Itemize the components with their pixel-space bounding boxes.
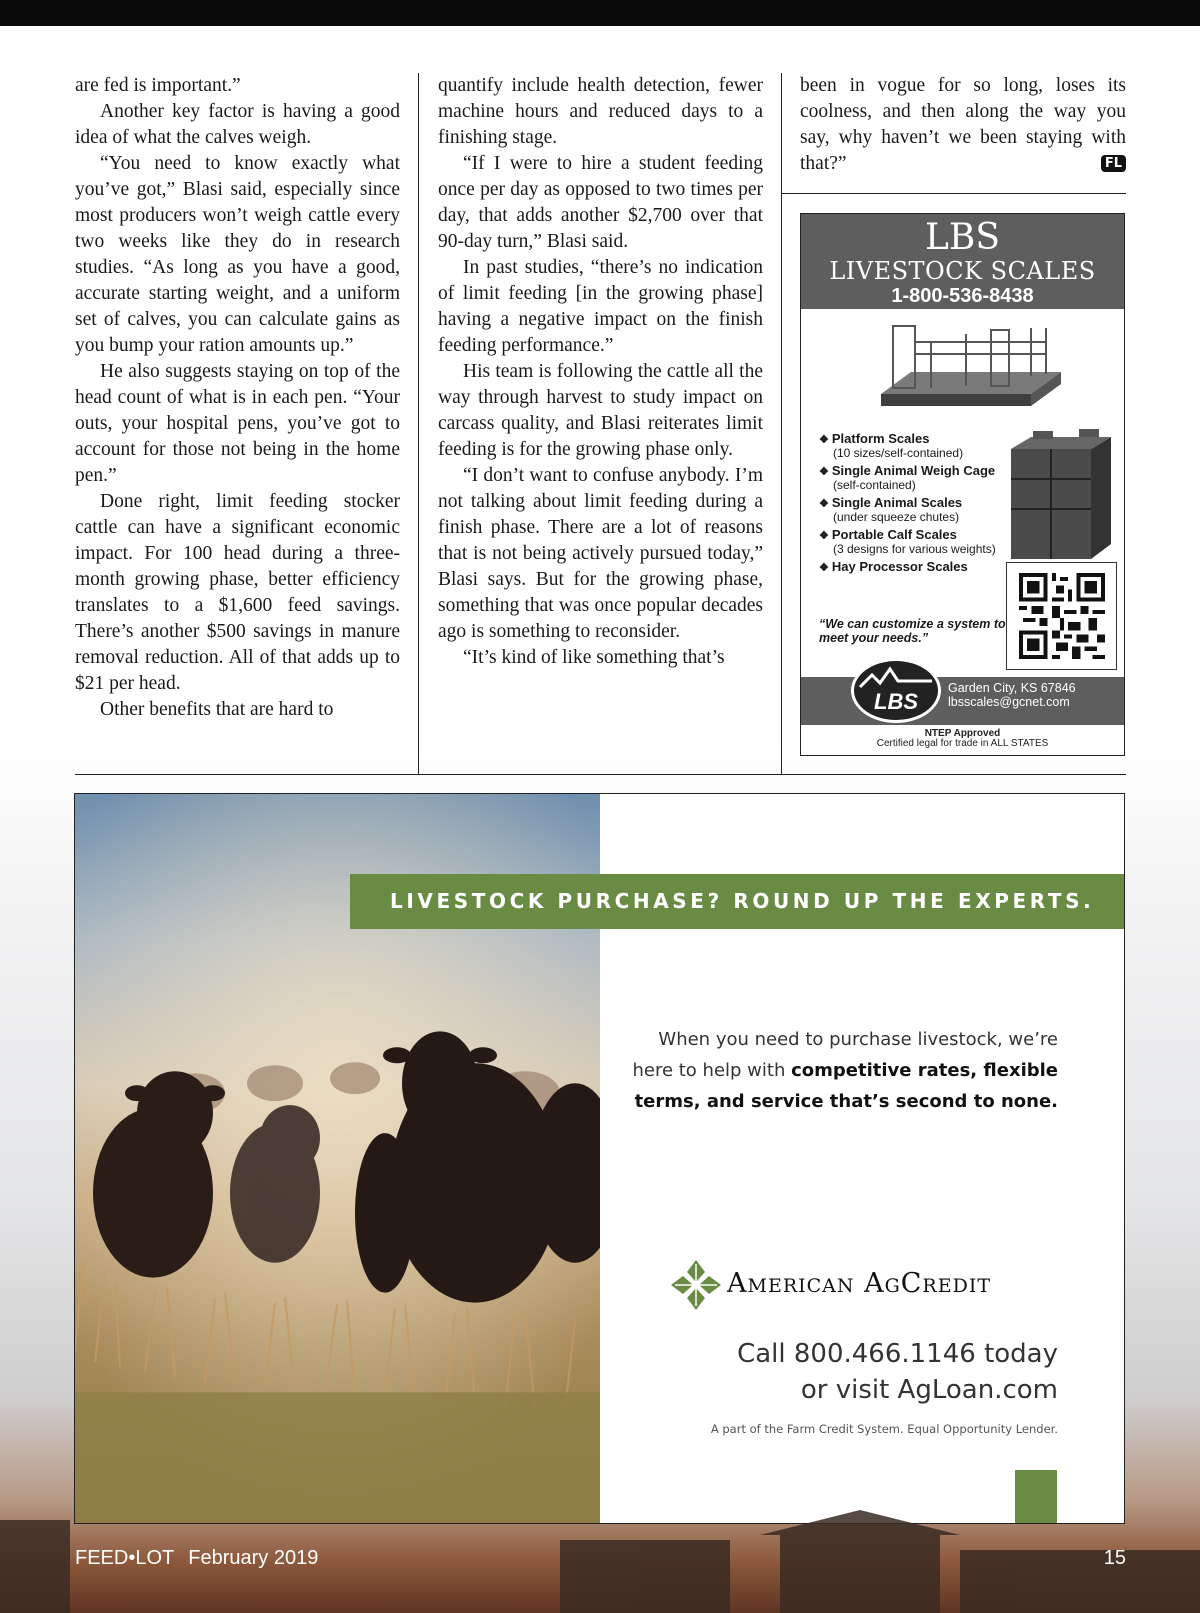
diamond-bullet-icon: ❖	[819, 562, 829, 574]
diamond-bullet-icon: ❖	[819, 466, 829, 478]
column-divider	[781, 73, 782, 775]
lbs-product-item: ❖ Platform Scales (10 sizes/self-contained)	[819, 431, 964, 460]
diamond-bullet-icon: ❖	[819, 530, 829, 542]
issue-date: February 2019	[188, 1547, 319, 1569]
lbs-ad-header	[801, 214, 1124, 309]
lbs-product-item: ❖ Hay Processor Scales	[819, 559, 968, 574]
page-footer-left	[75, 1547, 318, 1570]
lbs-certification: NTEP Approved Certified legal for trade in ALL STATES	[876, 728, 1049, 749]
page-number: 15	[1103, 1547, 1126, 1569]
end-of-story-badge: FL	[1101, 155, 1126, 172]
article-paragraph: “You need to know exactly what you’ve got,” Blasi said, especially since most producers won’t weigh cattle every two weeks like they do in research studies. “As long as you have a good, accurate starting weight, and a uniform set of calves, you can calculate gains as you bump your ration amounts up.”	[75, 153, 400, 356]
article-paragraph: Other benefits that are hard to	[100, 699, 334, 720]
section-rule	[75, 774, 1126, 775]
american-agcredit-ad	[74, 793, 1125, 1524]
lbs-product-item: ❖ Single Animal Scales (under squeeze chutes)	[819, 495, 963, 524]
lbs-product-item: ❖ Single Animal Weigh Cage (self-contained)	[819, 463, 996, 492]
article-column-1	[75, 73, 400, 723]
ag-body-copy: When you need to purchase livestock, we’re here to help with competitive rates, flexible terms, and service that’s second to none.	[632, 1029, 1058, 1112]
lbs-product-list	[819, 432, 1009, 579]
article-column-2	[438, 73, 763, 671]
top-black-bar	[0, 0, 1200, 26]
lbs-logo: LBS	[851, 658, 941, 723]
lbs-subtitle: LIVESTOCK SCALES	[829, 257, 1096, 285]
lbs-phone: 1-800-536-8438	[891, 285, 1034, 307]
lbs-email[interactable]: lbsscales@gcnet.com	[948, 695, 1070, 709]
article-paragraph: Done right, limit feeding stocker cattle can have a significant economic impact. For 100 head during a three-month growing phase, better efficiency translates to a $1,600 feed savings. There’s another $500 savings in manure removal reduction. All of that adds up to $21 per head.	[75, 491, 400, 694]
ag-fine-print: A part of the Farm Credit System. Equal Opportunity Lender.	[710, 1422, 1058, 1436]
publication-name: FEED•LOT	[75, 1547, 175, 1569]
article-paragraph: In past studies, “there’s no indication of limit feeding [in the growing phase] having a negative impact on the finish feeding performance.”	[438, 257, 763, 356]
ag-call-to-action: Call 800.466.1146 today or visit AgLoan.com	[737, 1336, 1058, 1408]
weigh-cage-image	[1001, 429, 1116, 569]
lbs-livestock-scales-ad	[800, 213, 1125, 756]
diamond-bullet-icon: ❖	[819, 434, 829, 446]
article-column-3	[800, 73, 1126, 177]
article-paragraph: Another key factor is having a good idea of what the calves weigh.	[75, 101, 400, 148]
column-rule	[782, 193, 1126, 194]
lbs-title: LBS	[924, 217, 1001, 258]
article-paragraph: been in vogue for so long, loses its coolness, and then along the way you say, why haven’t we been staying with that?” FL	[800, 75, 1126, 174]
ag-banner-headline: LIVESTOCK PURCHASE? ROUND UP THE EXPERTS.	[350, 874, 1125, 929]
article-paragraph: He also suggests staying on top of the head count of what is in each pen. “Your outs, your hospital pens, you’ve got to account for those not being in the home pen.”	[75, 361, 400, 486]
qr-code-icon[interactable]	[1006, 562, 1117, 670]
diamond-bullet-icon: ❖	[819, 498, 829, 510]
article-paragraph: “It’s kind of like something that’s	[463, 647, 725, 668]
platform-scale-image	[871, 314, 1071, 422]
column-divider	[418, 73, 419, 775]
agcredit-brand-name: American AgCredit	[727, 1268, 992, 1299]
article-paragraph: His team is following the cattle all the way through harvest to study impact on carcass quality, and Blasi reiterates limit feeding is for the growing phase only.	[438, 361, 763, 460]
article-paragraph: are fed is important.”	[75, 75, 241, 96]
lbs-quote: “We can customize a system to meet your needs.”	[819, 617, 1006, 645]
article-paragraph: “I don’t want to confuse anybody. I’m not talking about limit feeding during a finish phase. There are a lot of reasons that is not being actively pursued today,” Blasi says. But for the growing phase, something that was once popular decades ago is something to reconsider.	[438, 465, 763, 642]
lbs-contact: Garden City, KS 67846 lbsscales@gcnet.com	[948, 681, 1076, 709]
lbs-product-item: ❖ Portable Calf Scales (3 designs for various weights)	[819, 527, 996, 556]
agcredit-leaf-logo-icon	[669, 1258, 723, 1312]
article-paragraph: “If I were to hire a student feeding once per day as opposed to two times per day, that adds another $2,700 over that 90-day turn,” Blasi said.	[438, 153, 763, 252]
ag-website-link[interactable]: or visit AgLoan.com	[800, 1375, 1058, 1405]
article-paragraph: quantify include health detection, fewer machine hours and reduced days to a finishing stage.	[438, 75, 763, 148]
